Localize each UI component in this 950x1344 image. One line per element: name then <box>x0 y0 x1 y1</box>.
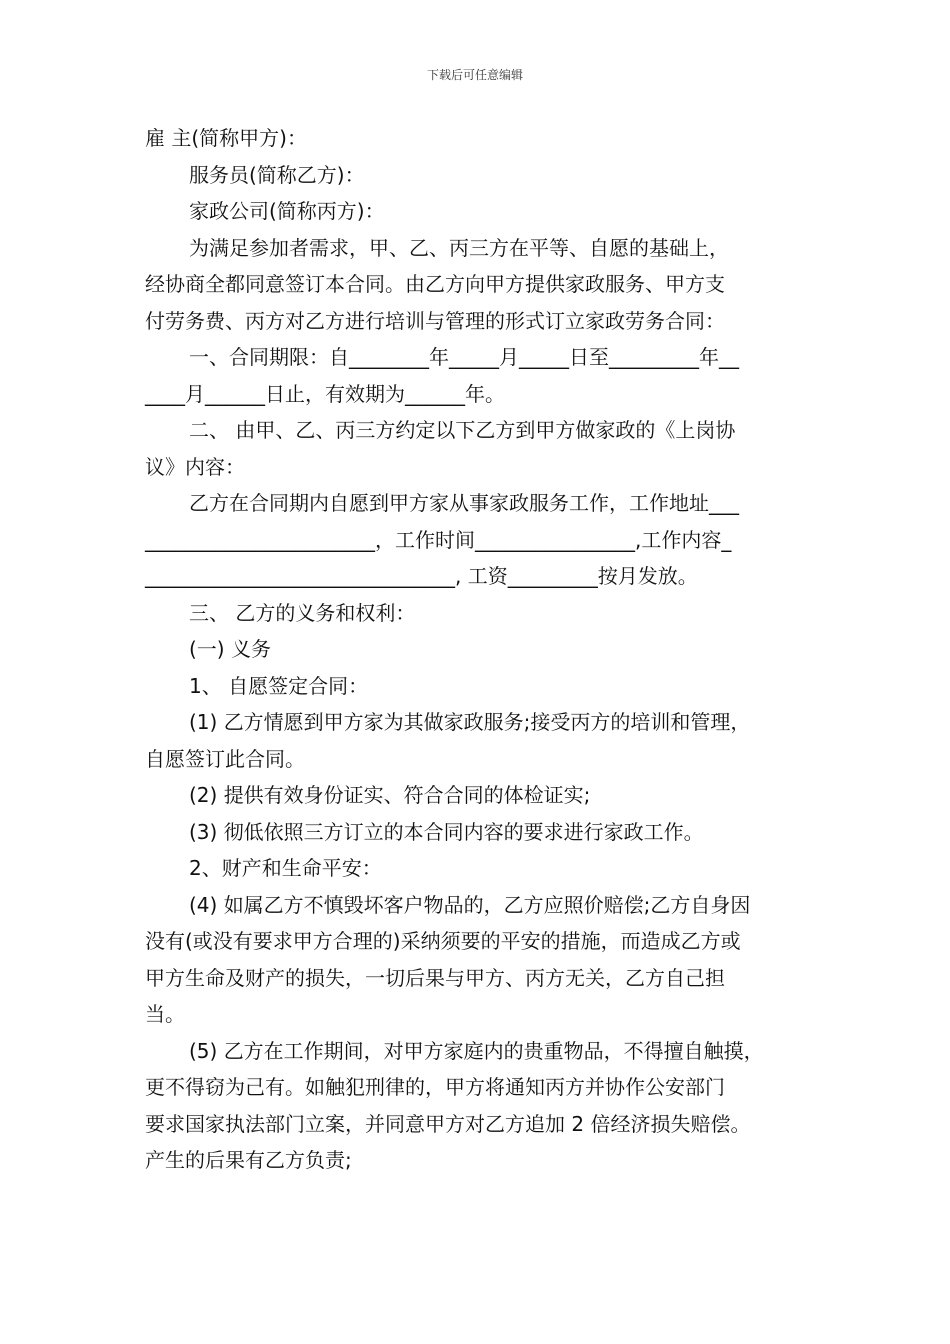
text-line: 服务员(简称乙方)： <box>189 162 365 187</box>
text-line: 1、 自愿签定合同： <box>189 673 369 698</box>
text-line: 要求国家执法部门立案，并同意甲方对乙方追加 2 倍经济损失赔偿。 <box>145 1111 751 1136</box>
text-line: 雇 主(简称甲方)： <box>145 126 307 150</box>
text-line: (5) 乙方在工作期间，对甲方家庭内的贵重物品，不得擅自触摸， <box>189 1038 764 1063</box>
text-line: 付劳务费、丙方对乙方进行培训与管理的形式订立家政劳务合同： <box>145 308 725 333</box>
text-line: (一) 义务 <box>189 637 271 661</box>
text-line: 当。 <box>145 1002 185 1026</box>
text-line: 议》内容： <box>145 454 245 479</box>
text-line: (4) 如属乙方不慎毁坏客户物品的，乙方应照价赔偿;乙方自身因 <box>189 892 751 917</box>
text-line: (1) 乙方情愿到甲方家为其做家政服务;接受丙方的培训和管理， <box>189 710 751 734</box>
text-line: 一、合同期限：自________年_____月_____日至_________年__ <box>189 345 739 369</box>
text-line: 自愿签订此合同。 <box>145 746 305 771</box>
page-header: 下载后可任意编辑 <box>426 68 523 82</box>
text-line: 三、 乙方的义务和权利： <box>189 600 416 625</box>
text-line: 产生的后果有乙方负责; <box>145 1148 352 1172</box>
text-line: _______________________，工作时间________________,工作内容_ <box>145 527 732 552</box>
text-line: 甲方生命及财产的损失，一切后果与甲方、丙方无关，乙方自己担 <box>145 965 725 990</box>
text-line: ____月______日止，有效期为______年。 <box>145 381 505 406</box>
text-line: 乙方在合同期内自愿到甲方家从事家政服务工作，工作地址___ <box>189 491 739 515</box>
text-line: 没有(或没有要求甲方合理的)采纳须要的平安的措施，而造成乙方或 <box>145 929 741 953</box>
text-line: (3) 彻低依照三方订立的本合同内容的要求进行家政工作。 <box>189 819 704 844</box>
text-line: 二、 由甲、乙、丙三方约定以下乙方到甲方做家政的《上岗协 <box>189 418 736 442</box>
text-line: (2) 提供有效身份证实、符合合同的体检证实; <box>189 783 591 807</box>
text-line: _______________________________, 工资_________按月发放。 <box>145 564 698 588</box>
document-body <box>145 120 825 1179</box>
text-line: 家政公司(简称丙方)： <box>189 199 385 223</box>
text-line: 为满足参加者需求，甲、乙、丙三方在平等、自愿的基础上， <box>189 235 729 260</box>
text-line: 更不得窃为己有。如触犯刑律的，甲方将通知丙方并协作公安部门 <box>145 1075 725 1099</box>
text-line: 经协商全都同意签订本合同。由乙方向甲方提供家政服务、甲方支 <box>145 272 725 296</box>
text-line: 2、财产和生命平安： <box>189 856 382 880</box>
